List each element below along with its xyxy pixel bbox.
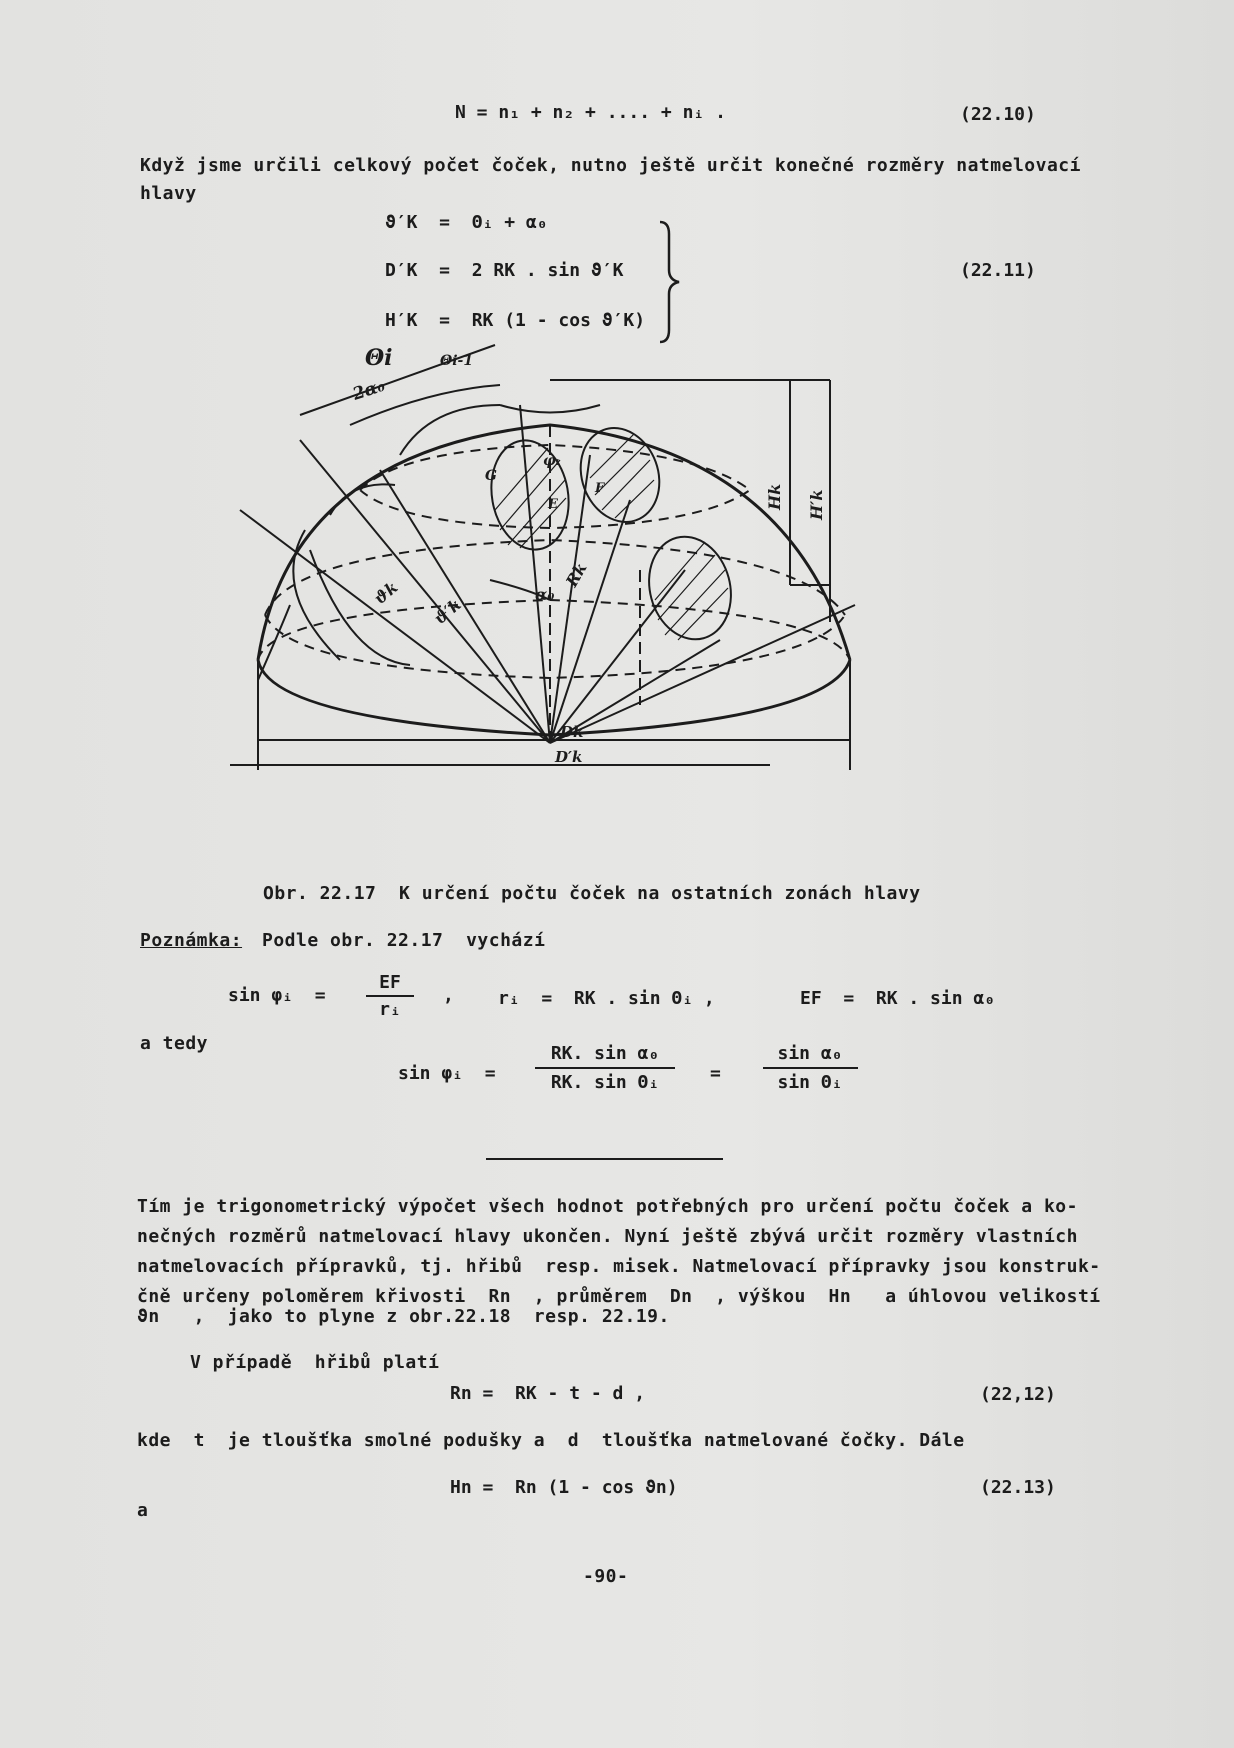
zone-arc: [500, 405, 600, 413]
equation-22-13: Hn = Rn (1 - cos ϑn): [450, 1477, 678, 1498]
note-text: Podle obr. 22.17 vychází: [262, 930, 546, 951]
paragraph-line: hlavy: [140, 183, 197, 204]
base-ellipse-back: [258, 600, 850, 660]
formula-EF: EF = RK . sin α₀: [800, 988, 996, 1009]
a-tedy: a tedy: [140, 1033, 209, 1054]
label-two-alpha: 2α₀: [350, 375, 388, 405]
label-Rk: Rk: [562, 559, 591, 590]
page-number: -90-: [583, 1566, 629, 1587]
figure-hemisphere: [230, 345, 960, 860]
formula-sin-phi: sin φᵢ =: [228, 985, 326, 1006]
fraction-EF-ri: [370, 972, 410, 1020]
comma: ,: [443, 985, 454, 1006]
equals-sign: =: [710, 1063, 721, 1084]
label-E: E: [548, 497, 558, 512]
zone-ellipse: [265, 615, 845, 678]
formula-ri: rᵢ = RK . sin Θᵢ ,: [498, 988, 715, 1009]
label-G: G: [485, 468, 497, 484]
equation-number-22-10: (22.10): [960, 104, 1036, 125]
label-theta-k: ϑk: [370, 577, 402, 609]
zone-arc: [400, 405, 500, 455]
paragraph-line: kde t je tloušťka smolné podušky a d tloušťka natmelované čočky. Dále: [137, 1430, 965, 1451]
fraction-denominator: sin Θᵢ: [777, 1072, 843, 1093]
fraction-2: [760, 1043, 860, 1093]
paragraph-line: natmelovacích přípravků, tj. hřibů resp. misek. Natmelovací přípravky jsou konstruk-: [137, 1256, 1101, 1277]
label-alpha0: α₀: [535, 585, 555, 604]
label-Hk: Hk: [765, 483, 784, 510]
lens-ellipse: [638, 527, 742, 648]
fraction-denominator: RK. sin Θᵢ: [550, 1072, 660, 1093]
equation-22-10: N = n₁ + n₂ + .... + nᵢ .: [455, 102, 726, 123]
fraction-numerator: RK. sin α₀: [550, 1043, 660, 1064]
fraction-numerator: EF: [379, 972, 401, 993]
label-F: F: [595, 481, 605, 496]
fraction-1: [530, 1043, 680, 1093]
label-theta-i-1: Θi-1: [440, 353, 474, 369]
equation-number-22-12: (22,12): [980, 1384, 1056, 1405]
formula-sin-phi-2: sin φᵢ =: [398, 1063, 496, 1084]
equation-22-12: Rn = RK - t - d ,: [450, 1383, 646, 1404]
label-Dk-prime: D′k: [555, 748, 583, 766]
zone-arc: [258, 605, 290, 680]
right-brace: [655, 218, 685, 346]
radius-line: [300, 440, 550, 743]
base-ellipse-front: [258, 660, 850, 735]
lens-ellipse: [568, 417, 672, 533]
section-divider: [486, 1158, 723, 1160]
label-theta-i: Θi: [365, 345, 393, 371]
paragraph-line: ϑn , jako to plyne z obr.22.18 resp. 22.19.: [137, 1306, 670, 1327]
fraction-numerator: sin α₀: [777, 1043, 843, 1064]
label-theta-k-prime: ϑ′k: [430, 594, 465, 629]
label-phi-i: φᵢ: [543, 453, 560, 469]
equation-number-22-13: (22.13): [980, 1477, 1056, 1498]
label-Dk: Dk: [560, 723, 584, 741]
equation-line: D′K = 2 RK . sin ϑ′K: [385, 260, 624, 281]
paragraph-line: čně určeny poloměrem křivosti Rn , průměrem Dn , výškou Hn a úhlovou velikostí: [137, 1286, 1101, 1307]
fraction-denominator: rᵢ: [379, 999, 401, 1020]
equation-number-22-11: (22.11): [960, 260, 1036, 281]
zone-ellipse: [265, 540, 845, 615]
figure-caption: Obr. 22.17 K určení počtu čoček na ostatních zonách hlavy: [263, 883, 921, 904]
equation-line: H′K = RK (1 - cos ϑ′K): [385, 310, 646, 331]
paragraph-line: Tím je trigonometrický výpočet všech hodnot potřebných pro určení počtu čoček a ko-: [137, 1196, 1078, 1217]
paragraph-line: V případě hřibů platí: [190, 1352, 440, 1373]
paragraph-line: Když jsme určili celkový počet čoček, nutno ještě určit konečné rozměry natmelovací: [140, 155, 1081, 176]
paragraph-line: nečných rozměrů natmelovací hlavy ukončen. Nyní ještě zbývá určit rozměry vlastních: [137, 1226, 1078, 1247]
equation-line: ϑ′K = Θᵢ + α₀: [385, 212, 548, 233]
paragraph-line: a: [137, 1500, 149, 1521]
label-Hk-prime: H′k: [807, 489, 826, 520]
note-heading: Poznámka:: [140, 930, 243, 951]
